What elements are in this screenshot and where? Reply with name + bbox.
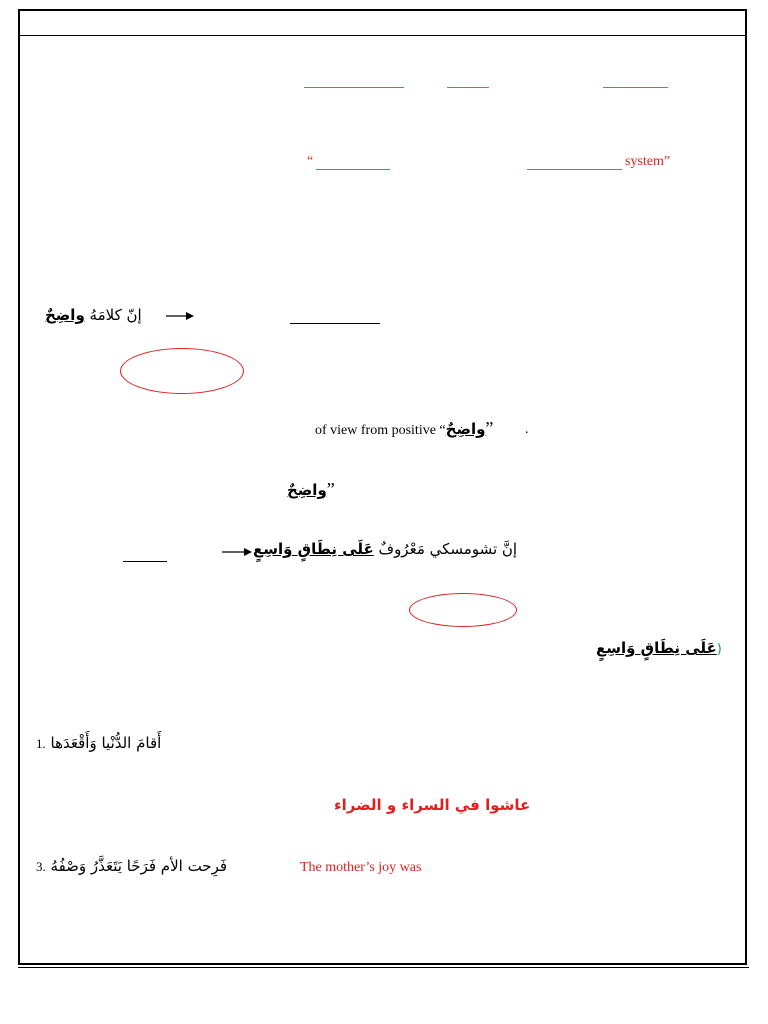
header-rule [20,35,747,36]
phrase-text: عاشوا في السراء و الضراء [334,796,531,814]
note-arabic: عَلَى نِطَاقٍ وَاسِعٍ [596,639,717,657]
red-ellipse [409,593,517,627]
example-sentence-2 [253,540,517,558]
answer-blank [123,561,167,562]
sentence-prefix: إنَّ تشومسكي مَعْرُوفٌ [373,540,518,558]
red-arabic-phrase [334,796,530,814]
blank-line [304,87,404,88]
list-item-1 [36,734,161,752]
open-quote: “ [307,154,314,169]
close-quote: ” [326,479,335,499]
blank-line [603,87,668,88]
blank-line [447,87,489,88]
item-number: .3 [36,859,46,874]
blank-line [527,169,622,170]
blank-line [316,169,390,170]
answer-blank [290,323,380,324]
list-item-3 [36,857,227,875]
example-sentence-1 [45,306,142,324]
page-frame-bottom [18,967,749,968]
page-frame [18,9,747,965]
open-paren: ( [716,642,722,657]
right-arrow-icon [166,310,194,322]
note-line-3 [596,639,722,657]
sentence-underlined: عَلَى نِطَاقٍ وَاسِعٍ [253,540,374,558]
sentence-prefix: إنّ كلامَهُ [84,306,142,324]
note-line-1 [315,418,493,439]
right-arrow-icon [222,546,252,558]
note-arabic: واضِحٌ [287,481,327,499]
note-line-2 [287,479,335,500]
close-quote: ” [485,418,494,438]
item-text: أَقامَ الدُّنْيا وَأَقْعَدَها [50,734,162,752]
item-number: .1 [36,736,46,751]
item-text: فَرِحت الأم فَرَحًا يَتَعَذَّرُ وَصْفُهُ [50,857,228,875]
note-text: of view from positive “ [315,423,446,438]
dot-mark: . [525,422,529,437]
red-ellipse [120,348,244,394]
sentence-underlined: واضِحٌ [45,306,85,324]
system-text: system” [625,154,671,169]
note-arabic: واضِحٌ [445,420,486,438]
item-translation: The mother’s joy was [300,860,422,875]
